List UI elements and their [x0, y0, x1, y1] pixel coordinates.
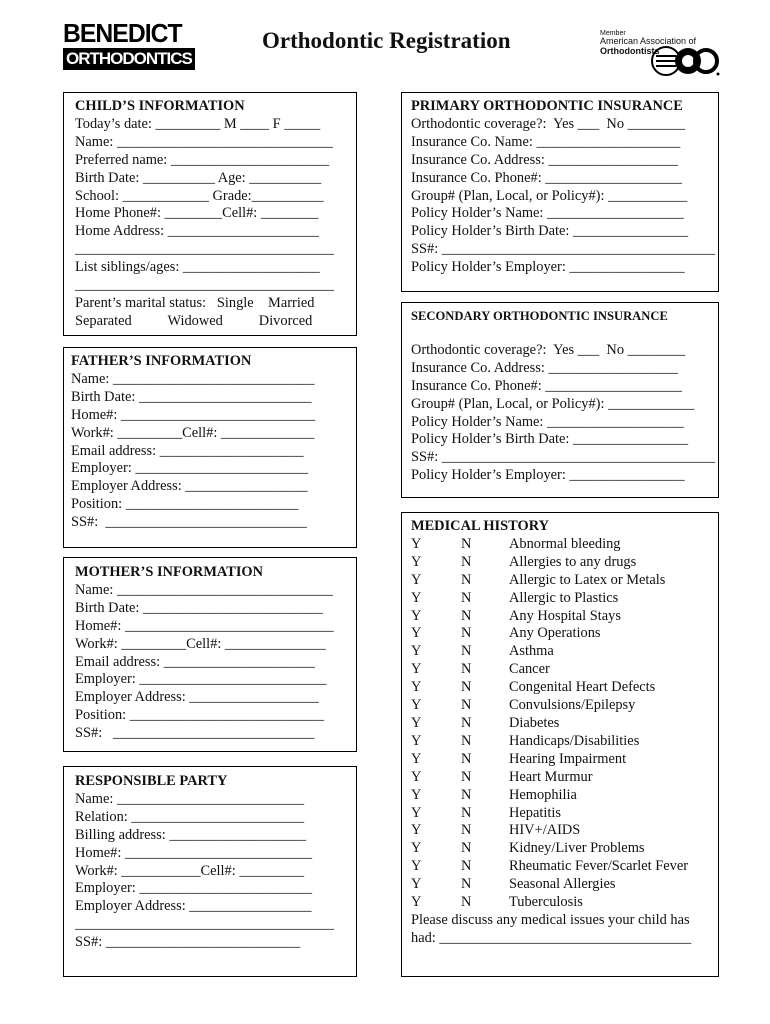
medical-condition-row [411, 697, 718, 715]
no-option[interactable]: N [461, 822, 472, 839]
child-field-line[interactable]: Home Address: _____________________ [75, 223, 319, 240]
yes-option[interactable]: Y [411, 750, 422, 767]
responsible-field-line[interactable]: Employer Address: _________________ [75, 898, 312, 915]
responsible-party-heading: RESPONSIBLE PARTY [75, 773, 228, 789]
childs-information-heading: CHILD’S INFORMATION [75, 98, 245, 114]
mothers-information-heading: MOTHER’S INFORMATION [75, 564, 264, 580]
responsible-field-line[interactable]: Employer: ________________________ [75, 880, 313, 897]
no-option[interactable]: N [461, 643, 472, 660]
yes-option[interactable]: Y [411, 732, 422, 749]
child-field-line[interactable]: Name: ______________________________ [75, 133, 333, 150]
medical-condition-label: Hemophilia [509, 786, 577, 803]
no-option[interactable]: N [461, 750, 472, 767]
no-option[interactable]: N [461, 625, 472, 642]
secondary-insurance-field-line[interactable]: Insurance Co. Address: __________________ [411, 359, 678, 376]
secondary-insurance-field-line[interactable]: Group# (Plan, Local, or Policy#): ____________ [411, 395, 695, 412]
member-org-line1: American Association of [600, 36, 697, 47]
no-option[interactable]: N [461, 571, 472, 588]
father-field-line[interactable]: Birth Date: ________________________ [71, 388, 312, 405]
mother-field-line[interactable]: Name: ______________________________ [75, 581, 333, 598]
mother-field-line[interactable]: Work#: _________Cell#: ______________ [75, 635, 326, 652]
secondary-insurance-field-line[interactable]: Policy Holder’s Name: ___________________ [411, 413, 684, 430]
aao-logo-icon [650, 44, 720, 78]
no-option[interactable]: N [461, 607, 472, 624]
secondary-insurance-field-line[interactable]: Policy Holder’s Employer: ________________ [411, 467, 685, 484]
medical-condition-row [411, 679, 718, 697]
yes-option[interactable]: Y [411, 625, 422, 642]
responsible-separator-line[interactable]: ____________________________________ [75, 916, 335, 933]
medical-condition-row [411, 733, 718, 751]
medical-condition-label: Asthma [509, 643, 554, 660]
primary-insurance-field-line[interactable]: Insurance Co. Address: __________________ [411, 151, 678, 168]
mothers-information-section [63, 557, 357, 752]
responsible-party-section [63, 766, 357, 977]
mother-field-line[interactable]: SS#: ____________________________ [75, 725, 315, 742]
medical-condition-label: Any Hospital Stays [509, 607, 621, 624]
medical-condition-label: Abnormal bleeding [509, 535, 621, 552]
secondary-insurance-field-line[interactable]: SS#: ______________________________________ [411, 449, 716, 466]
yes-option[interactable]: Y [411, 768, 422, 785]
medical-condition-label: Cancer [509, 661, 550, 678]
yes-option[interactable]: Y [411, 697, 422, 714]
medical-condition-row [411, 572, 718, 590]
medical-history-heading: MEDICAL HISTORY [411, 518, 549, 534]
mother-field-line[interactable]: Employer: __________________________ [75, 671, 327, 688]
father-field-line[interactable]: Position: ________________________ [71, 496, 299, 513]
medical-condition-label: HIV+/AIDS [509, 822, 581, 839]
medical-condition-row [411, 858, 718, 876]
mother-field-line[interactable]: Home#: _____________________________ [75, 617, 334, 634]
primary-insurance-field-line[interactable]: Policy Holder’s Name: ___________________ [411, 205, 684, 222]
mother-field-line[interactable]: Email address: _____________________ [75, 653, 315, 670]
no-option[interactable]: N [461, 876, 472, 893]
page-title: Orthodontic Registration [262, 28, 511, 53]
child-field-line[interactable]: School: ____________ Grade:__________ [75, 187, 324, 204]
medical-history-section [401, 512, 719, 977]
yes-option[interactable]: Y [411, 714, 422, 731]
primary-insurance-field-line[interactable]: SS#: ______________________________________ [411, 241, 716, 258]
medical-condition-label: Rheumatic Fever/Scarlet Fever [509, 858, 689, 875]
child-field-line[interactable]: List siblings/ages: ___________________ [75, 259, 320, 276]
medical-condition-label: Allergic to Latex or Metals [509, 571, 666, 588]
medical-condition-row [411, 608, 718, 626]
father-field-line[interactable]: Name: ____________________________ [71, 370, 315, 387]
yes-option[interactable]: Y [411, 571, 422, 588]
father-field-line[interactable]: SS#: ____________________________ [71, 514, 307, 531]
yes-option[interactable]: Y [411, 786, 422, 803]
medical-condition-label: Diabetes [509, 714, 560, 731]
no-option[interactable]: N [461, 679, 472, 696]
no-option[interactable]: N [461, 840, 472, 857]
medical-condition-row [411, 590, 718, 608]
father-field-line[interactable]: Email address: ____________________ [71, 442, 304, 459]
no-option[interactable]: N [461, 768, 472, 785]
yes-option[interactable]: Y [411, 894, 422, 911]
logo-line1: BENEDICT [63, 18, 182, 48]
secondary-insurance-section [401, 302, 719, 498]
childs-information-section [63, 92, 357, 336]
child-field-line[interactable]: Today’s date: _________ M ____ F _____ [75, 115, 321, 132]
no-option[interactable]: N [461, 697, 472, 714]
mother-field-line[interactable]: Birth Date: _________________________ [75, 599, 323, 616]
logo-line2: ORTHODONTICS [63, 48, 195, 70]
medical-condition-label: Kidney/Liver Problems [509, 840, 645, 857]
father-field-line[interactable]: Employer Address: _________________ [71, 478, 308, 495]
no-option[interactable]: N [461, 714, 472, 731]
yes-option[interactable]: Y [411, 840, 422, 857]
responsible-field-line[interactable]: Relation: ________________________ [75, 808, 305, 825]
yes-option[interactable]: Y [411, 553, 422, 570]
yes-option[interactable]: Y [411, 589, 422, 606]
medical-condition-label: Allergies to any drugs [509, 553, 637, 570]
primary-insurance-section [401, 92, 719, 292]
secondary-insurance-heading: SECONDARY ORTHODONTIC INSURANCE [411, 309, 668, 323]
primary-insurance-field-line[interactable]: Policy Holder’s Birth Date: ________________ [411, 223, 689, 240]
medical-condition-row [411, 769, 718, 787]
medical-condition-label: Tuberculosis [509, 894, 583, 911]
medical-condition-label: Hearing Impairment [509, 750, 627, 767]
medical-condition-label: Seasonal Allergies [509, 876, 616, 893]
mother-field-line[interactable]: Position: ___________________________ [75, 707, 325, 724]
primary-insurance-field-line[interactable]: Orthodontic coverage?: Yes ___ No ________ [411, 115, 686, 132]
no-option[interactable]: N [461, 894, 472, 911]
primary-insurance-field-line[interactable]: Insurance Co. Phone#: ___________________ [411, 169, 682, 186]
yes-option[interactable]: Y [411, 661, 422, 678]
child-field-line[interactable]: Home Phone#: ________Cell#: ________ [75, 205, 319, 222]
secondary-insurance-field-line[interactable]: Insurance Co. Phone#: ___________________ [411, 377, 682, 394]
no-option[interactable]: N [461, 589, 472, 606]
primary-insurance-field-line[interactable]: Group# (Plan, Local, or Policy#): ___________ [411, 187, 688, 204]
child-field-line[interactable]: ____________________________________ [75, 277, 335, 294]
primary-insurance-field-line[interactable]: Insurance Co. Name: ____________________ [411, 133, 681, 150]
secondary-insurance-field-line[interactable]: Policy Holder’s Birth Date: ________________ [411, 431, 689, 448]
no-option[interactable]: N [461, 732, 472, 749]
medical-condition-row [411, 805, 718, 823]
medical-condition-label: Congenital Heart Defects [509, 679, 656, 696]
father-field-line[interactable]: Work#: _________Cell#: _____________ [71, 424, 315, 441]
father-field-line[interactable]: Home#: ___________________________ [71, 406, 316, 423]
child-field-line: Parent’s marital status: Single Married [75, 294, 315, 311]
medical-condition-row [411, 894, 718, 912]
yes-option[interactable]: Y [411, 858, 422, 875]
no-option[interactable]: N [461, 553, 472, 570]
medical-condition-row [411, 787, 718, 805]
member-label: Member [600, 30, 626, 37]
yes-option[interactable]: Y [411, 535, 422, 552]
mother-field-line[interactable]: Employer Address: __________________ [75, 689, 319, 706]
secondary-insurance-field-line[interactable]: Orthodontic coverage?: Yes ___ No ________ [411, 341, 686, 358]
medical-condition-row [411, 751, 718, 769]
responsible-field-line[interactable]: Work#: ___________Cell#: _________ [75, 862, 305, 879]
child-field-line[interactable]: ____________________________________ [75, 241, 335, 258]
no-option[interactable]: N [461, 535, 472, 552]
child-field-line[interactable]: Preferred name: ______________________ [75, 151, 330, 168]
responsible-field-line[interactable]: SS#: ___________________________ [75, 934, 301, 951]
medical-condition-label: Hepatitis [509, 804, 561, 821]
medical-condition-row [411, 661, 718, 679]
no-option[interactable]: N [461, 804, 472, 821]
medical-discuss-line2: had: ___________________________________ [411, 929, 692, 946]
yes-option[interactable]: Y [411, 804, 422, 821]
medical-condition-row [411, 876, 718, 894]
medical-discuss-line1: Please discuss any medical issues your child has [411, 911, 690, 928]
medical-condition-row [411, 536, 718, 554]
yes-option[interactable]: Y [411, 679, 422, 696]
medical-condition-row [411, 554, 718, 572]
no-option[interactable]: N [461, 858, 472, 875]
child-field-line: Separated Widowed Divorced [75, 312, 313, 329]
responsible-field-line[interactable]: Billing address: ___________________ [75, 826, 307, 843]
medical-condition-row [411, 715, 718, 733]
fathers-information-heading: FATHER’S INFORMATION [71, 353, 252, 369]
child-field-line[interactable]: Birth Date: __________ Age: __________ [75, 169, 322, 186]
medical-condition-label: Handicaps/Disabilities [509, 732, 640, 749]
responsible-field-line[interactable]: Home#: __________________________ [75, 844, 313, 861]
member-org-line2: Orthodontists [600, 45, 660, 56]
benedict-orthodontics-logo [63, 18, 192, 74]
medical-condition-label: Heart Murmur [509, 768, 593, 785]
father-field-line[interactable]: Employer: ________________________ [71, 460, 309, 477]
yes-option[interactable]: Y [411, 876, 422, 893]
no-option[interactable]: N [461, 786, 472, 803]
medical-condition-row [411, 643, 718, 661]
yes-option[interactable]: Y [411, 643, 422, 660]
no-option[interactable]: N [461, 661, 472, 678]
fathers-information-section [63, 347, 357, 548]
medical-condition-row [411, 840, 718, 858]
medical-condition-label: Allergic to Plastics [509, 589, 619, 606]
medical-condition-label: Convulsions/Epilepsy [509, 697, 636, 714]
medical-condition-row [411, 625, 718, 643]
medical-condition-label: Any Operations [509, 625, 601, 642]
medical-condition-row [411, 822, 718, 840]
responsible-field-line[interactable]: Name: __________________________ [75, 790, 305, 807]
primary-insurance-heading: PRIMARY ORTHODONTIC INSURANCE [411, 98, 683, 114]
yes-option[interactable]: Y [411, 607, 422, 624]
primary-insurance-field-line[interactable]: Policy Holder’s Employer: ________________ [411, 259, 685, 276]
yes-option[interactable]: Y [411, 822, 422, 839]
